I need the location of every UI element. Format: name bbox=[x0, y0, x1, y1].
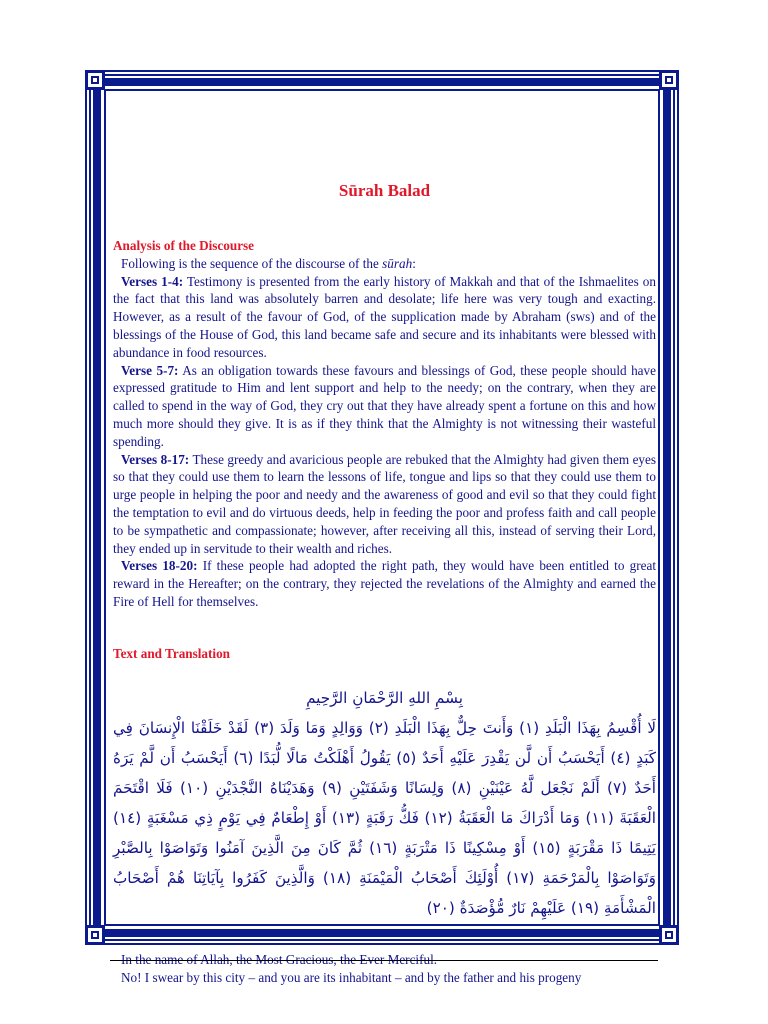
analysis-intro bbox=[113, 255, 656, 273]
intro-text: Following is the sequence of the discourse of the bbox=[121, 255, 383, 271]
corner-ornament-bottom-left bbox=[85, 925, 105, 945]
verse-label: Verses 8-17: bbox=[121, 451, 190, 467]
page-title: Sūrah Balad bbox=[338, 181, 431, 200]
intro-italic-term: sūrah bbox=[382, 255, 413, 271]
analysis-paragraph-verses-18-20 bbox=[113, 557, 656, 610]
verse-label: Verses 18-20: bbox=[121, 558, 198, 574]
arabic-verses: لَا أُقْسِمُ بِهَذَا الْبَلَدِ (١) وَأَنتَ حِلٌّ بِهَذَا الْبَلَدِ (٢) وَوَالِدٍ وَمَا وَلَدَ (٣) لَقَدْ خَلَقْنَا الْإِنسَانَ فِي كَبَدٍ (٤) أَيَحْسَبُ أَن لَّن يَقْدِرَ عَلَيْهِ أَحَدٌ (٥) يَقُولُ أَهْلَكْتُ مَالًا لُّبَدًا (٦) أَيَحْسَبُ أَن لَّمْ يَرَهُ أَحَدٌ (٧) أَلَمْ نَجْعَل لَّهُ عَيْنَيْنِ (٨) وَلِسَانًا وَشَفَتَيْنِ (٩) وَهَدَيْنَاهُ النَّجْدَيْنِ (١٠) فَلَا اقْتَحَمَ الْعَقَبَةَ (١١) وَمَا أَدْرَاكَ مَا الْعَقَبَةُ (١٢) فَكُّ رَقَبَةٍ (١٣) أَوْ إِطْعَامٌ فِي يَوْمٍ ذِي مَسْغَبَةٍ (١٤) يَتِيمًا ذَا مَقْرَبَةٍ (١٥) أَوْ مِسْكِينًا ذَا مَتْرَبَةٍ (١٦) ثُمَّ كَانَ مِنَ الَّذِينَ آمَنُوا وَتَوَاصَوْا بِالصَّبْرِ وَتَوَاصَوْا بِالْمَرْحَمَةِ (١٧) أُوْلَئِكَ أَصْحَابُ الْمَيْمَنَةِ (١٨) وَالَّذِينَ كَفَرُوا بِآيَاتِنَا هُمْ أَصْحَابُ الْمَشْأَمَةِ (١٩) عَلَيْهِمْ نَارٌ مُّؤْصَدَةٌ (٢٠) bbox=[113, 719, 657, 917]
text-translation-heading: Text and Translation bbox=[113, 646, 231, 661]
paragraph-text: Testimony is presented from the early history of Makkah and that of the Ishmaelites on the fact that this land was absolutely barren and desolate; life here was very tough and exacting. However, as a result of the favour of God, of the supplication made by Abraham (sws) and of the blessings of the House of God, this land became safe and secure and its inhabitants were blessed with abundance in food resources. bbox=[113, 273, 656, 360]
intro-colon: : bbox=[412, 255, 416, 271]
arabic-text-block bbox=[113, 683, 656, 923]
paragraph-text: If these people had adopted the right path, they would have been entitled to great reward in the Hereafter; on the contrary, they rejected the revelations of the Almighty and earned the Fire of Hell for themselves. bbox=[113, 558, 656, 609]
translation-line: In the name of Allah, the Most Gracious, the Ever Merciful. bbox=[121, 952, 438, 967]
basmala: بِسْمِ اللهِ الرَّحْمَانِ الرَّحِيمِ bbox=[306, 689, 463, 707]
translation-block bbox=[113, 951, 656, 987]
paragraph-text: As an obligation towards these favours and blessings of God, these people should have expressed gratitude to Him and lent support and help to the needy; on the contrary, when they are called to spend in the way of God, they cry out that they have already spent a fortune on this and how much more should they give. It is as if they think that the Almighty is not witnessing their wasteful spending. bbox=[113, 362, 656, 449]
corner-ornament-top-right bbox=[659, 70, 679, 90]
verse-label: Verses 1-4: bbox=[121, 273, 184, 289]
verse-label: Verse 5-7: bbox=[121, 362, 179, 378]
corner-ornament-bottom-right bbox=[659, 925, 679, 945]
analysis-section bbox=[113, 237, 656, 611]
corner-ornament-top-left bbox=[85, 70, 105, 90]
analysis-paragraph-verse-5-7 bbox=[113, 362, 656, 451]
footer-rule bbox=[110, 960, 658, 961]
analysis-heading: Analysis of the Discourse bbox=[113, 238, 255, 253]
analysis-paragraph-verses-8-17 bbox=[113, 451, 656, 558]
analysis-paragraph-verses-1-4 bbox=[113, 273, 656, 362]
translation-line: No! I swear by this city – and you are its inhabitant – and by the father and his progeny bbox=[121, 969, 582, 985]
paragraph-text: These greedy and avaricious people are rebuked that the Almighty had given them eyes so that they could use them to learn the lessons of life, tongue and lips so that they could use them to urge people in helping the poor and needy and the awareness of good and evil so that they could fight the temptation to evil and do virtuous deeds, help in feeding the poor and profess faith and call people to be sympathetic and compassionate; however, after receiving all this, instead of serving their Lord, they ended up in servitude to their wealth and riches. bbox=[113, 451, 657, 556]
